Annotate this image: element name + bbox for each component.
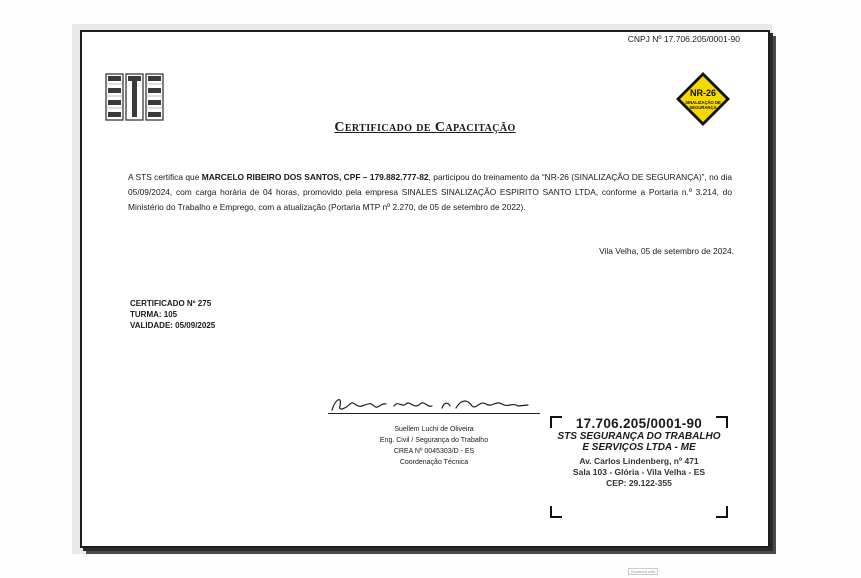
certificate-body — [128, 170, 732, 215]
body-intro: A STS certifica que — [128, 172, 202, 182]
certificate-title: Certificado de Capacitação — [334, 120, 516, 135]
stamp-corner — [716, 416, 728, 428]
header-cnpj: CNPJ Nº 17.706.205/0001-90 — [627, 34, 740, 44]
stamp-address: Av. Carlos Lindenberg, nº 471 — [579, 456, 699, 466]
certificate-validity: VALIDADE: 05/09/2025 — [130, 321, 216, 330]
signer-crea: CREA Nº 0045303/D - ES — [393, 448, 475, 455]
certificate-class: TURMA: 105 — [130, 310, 178, 319]
stamp-company-suffix: E SERVIÇOS LTDA - ME — [582, 442, 696, 453]
signer-role: Eng. Civil / Segurança do Trabalho — [379, 437, 489, 444]
stamp-corner — [550, 416, 562, 428]
signer-dept: Coordenação Técnica — [399, 459, 469, 466]
badge-line2: SEGURANÇA — [689, 105, 717, 110]
certificate-page — [80, 30, 770, 548]
company-stamp — [550, 408, 728, 518]
badge-code: NR-26 — [689, 88, 717, 98]
stamp-corner — [550, 506, 562, 518]
stamp-corner — [716, 506, 728, 518]
participant-name: MARCELO RIBEIRO DOS SANTOS, CPF – 179.882.777-82 — [201, 172, 429, 182]
stamp-cep: CEP: 29.122-355 — [606, 478, 672, 488]
signer-name: Suellem Luchi de Oliveira — [394, 426, 474, 433]
stamp-cnpj: 17.706.205/0001-90 — [575, 416, 703, 431]
stamp-company-name: STS SEGURANÇA DO TRABALHO — [557, 431, 721, 442]
issue-date: Vila Velha, 05 de setembro de 2024. — [599, 246, 734, 256]
signature-line — [328, 413, 540, 414]
badge-line1: SINALIZAÇÃO DE — [685, 100, 721, 105]
certificate-info — [130, 298, 215, 331]
signer-block — [328, 424, 540, 468]
certificate-number: CERTIFICADO Nº 275 — [130, 299, 212, 308]
stamp-address-2: Sala 103 - Glória - Vila Velha - ES — [572, 467, 706, 477]
scan-tag: Scanned with — [628, 568, 658, 575]
body-details: , participou do treinamento da “NR-26 (SINALIZAÇÃO DE SEGURANÇA)”, no dia 05/09/2024, com carga horária de 04 horas, promovido pela empresa SINALES SINALIZAÇÃO ESPIRITO SANTO LTDA, conforme a Portaria n.º 3.214, do Ministério do Trabalho e Emprego, com a atualização (Portaria MTP nº 2.270, de 05 de setembro de 2022). — [128, 172, 733, 212]
